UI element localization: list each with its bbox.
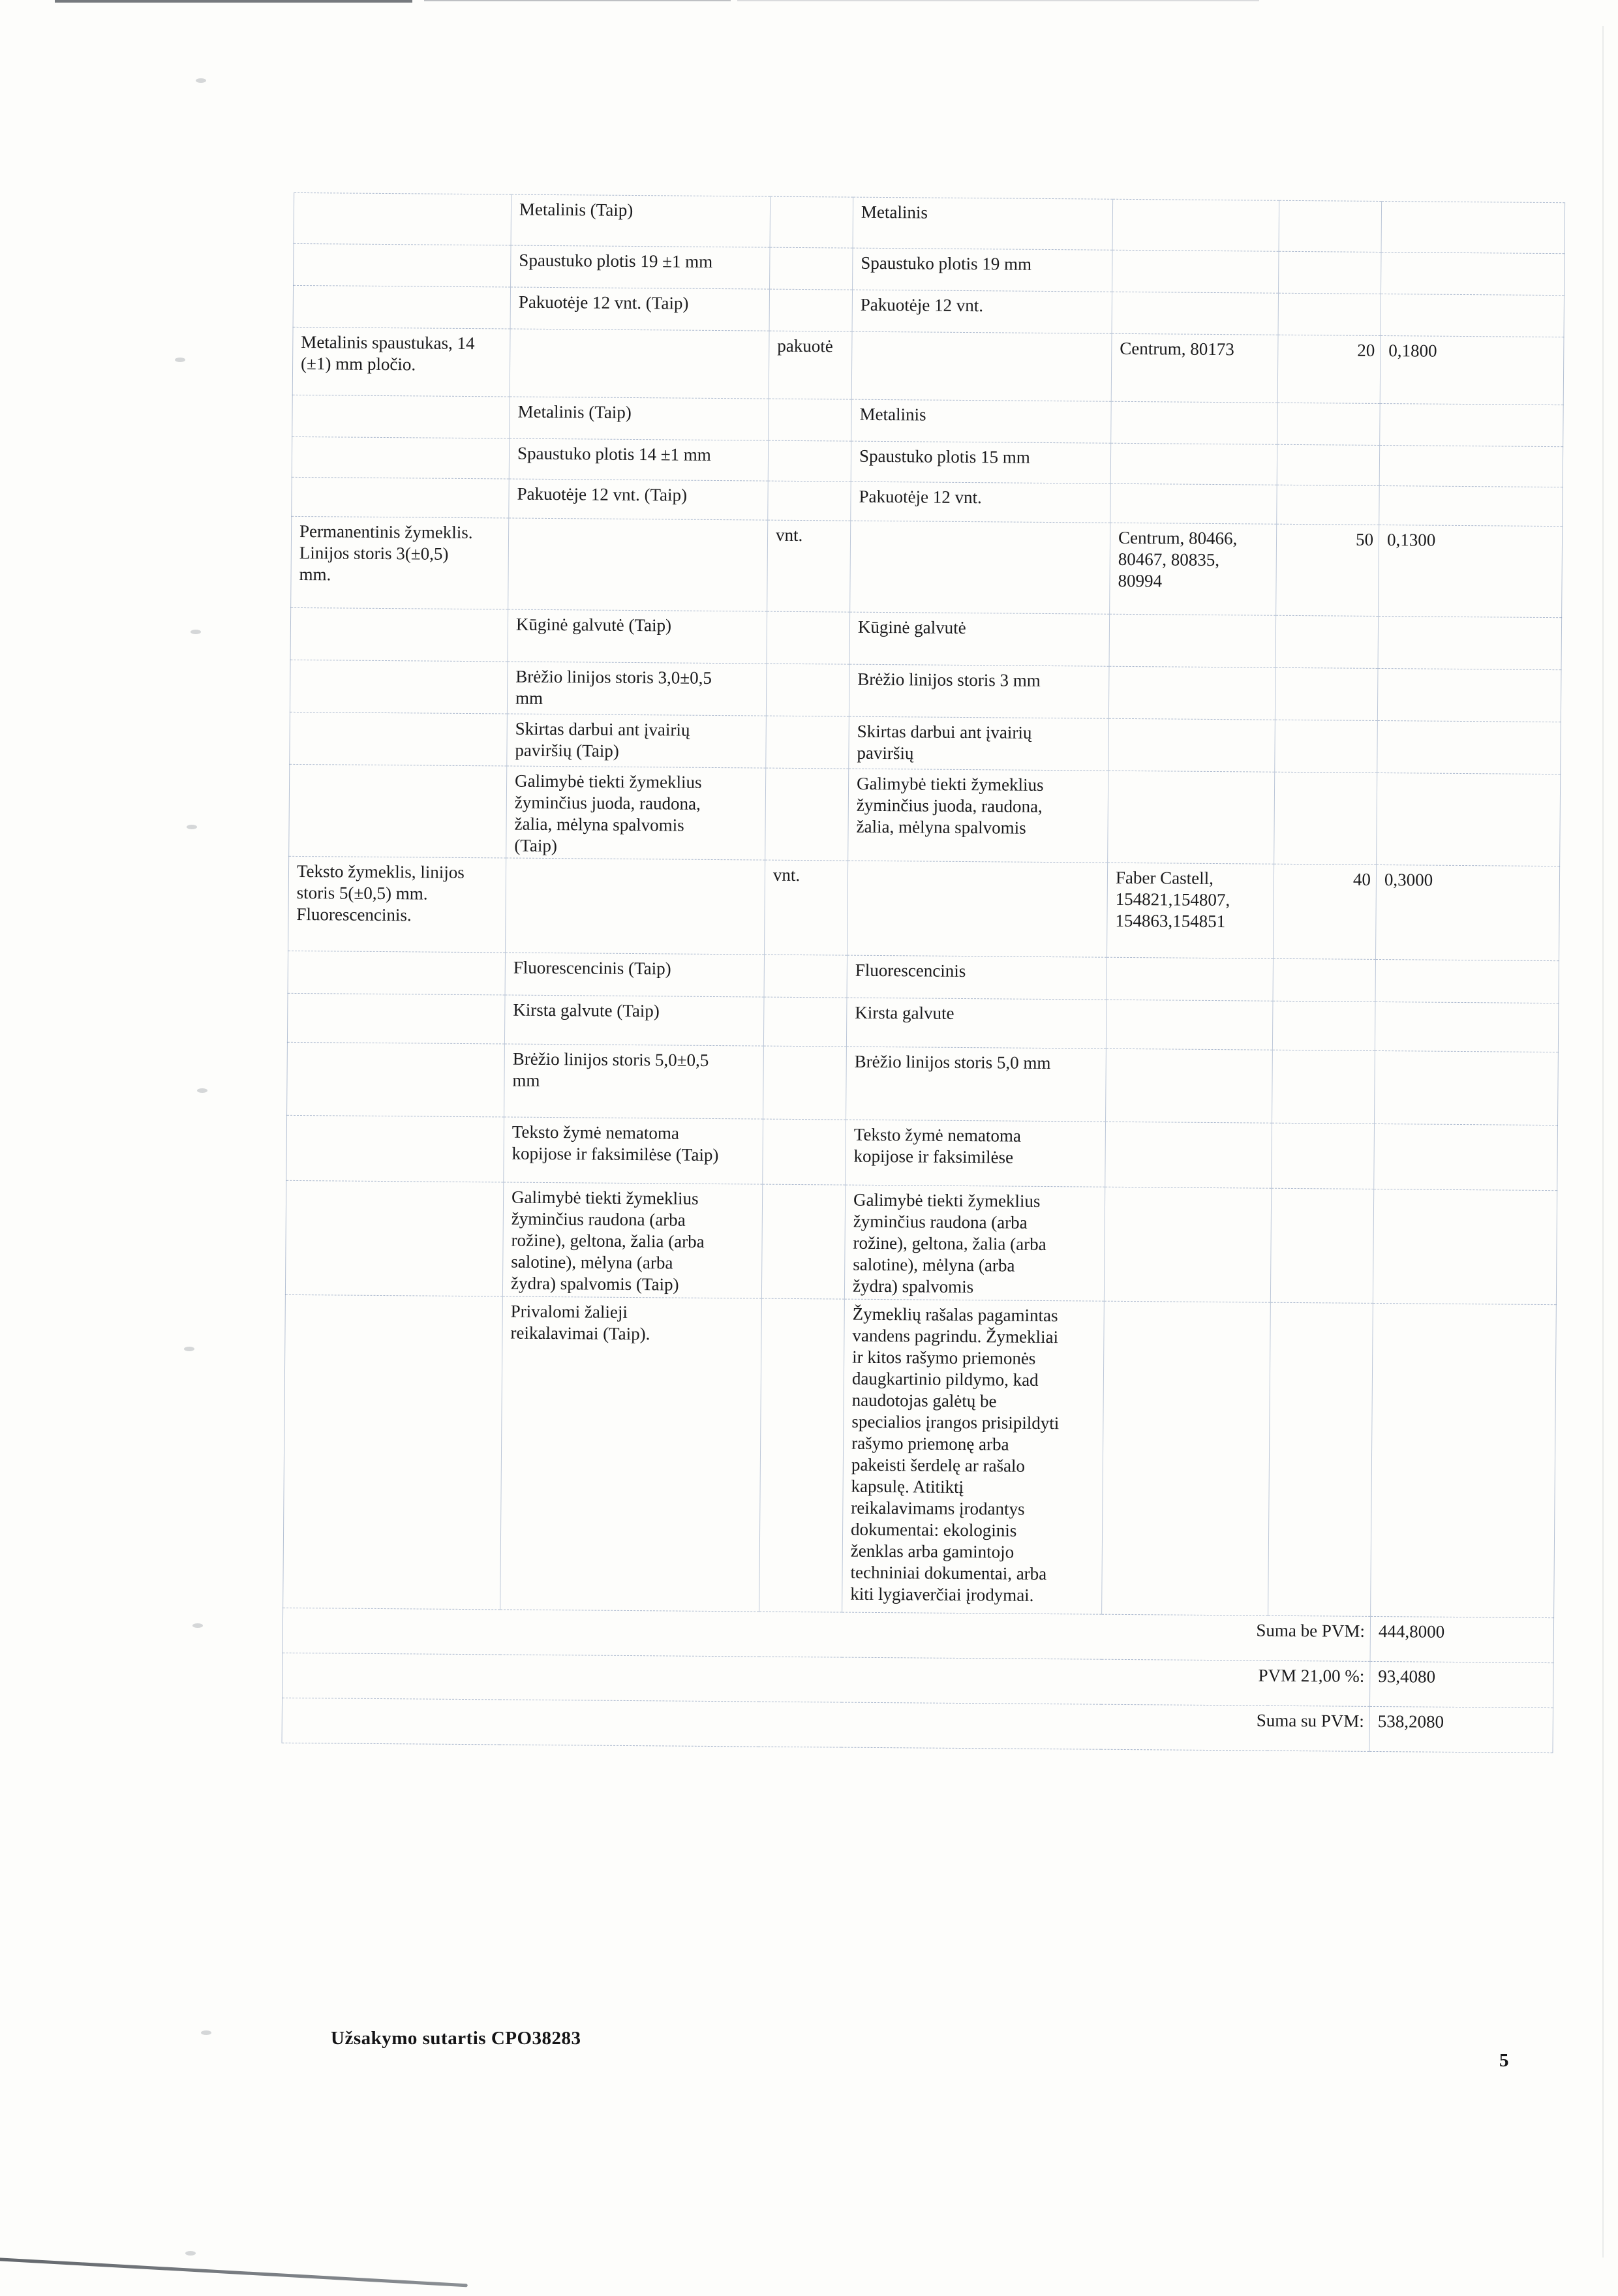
spec-row — [294, 192, 1565, 253]
unit-price-cell — [1381, 294, 1564, 337]
quantity-cell — [1277, 444, 1379, 485]
quantity-cell — [1275, 667, 1378, 720]
offered-spec-cell: Pakuotėje 12 vnt. — [852, 290, 1112, 333]
unit-cell — [768, 481, 851, 521]
supplier-cell — [1110, 443, 1277, 485]
unit-cell — [766, 664, 849, 716]
item-description-cell — [292, 395, 510, 438]
summary-value: 444,8000 — [1370, 1616, 1554, 1662]
summary-label: Suma be PVM: — [282, 1608, 1370, 1661]
unit-price-cell: 0,1800 — [1380, 335, 1564, 405]
unit-cell — [768, 440, 851, 482]
supplier-cell — [1109, 614, 1276, 667]
quantity-cell — [1275, 720, 1378, 773]
offered-spec-cell — [850, 521, 1110, 614]
requirement-cell: Galimybė tiekti žymeklius žyminčius raudona (arba rožine), geltona, žalia (arba salotine), mėlyna (arba žydra) spalvomis (Taip) — [502, 1182, 762, 1298]
requirement-cell — [506, 858, 765, 955]
requirement-cell: Pakuotėje 12 vnt. (Taip) — [510, 287, 769, 331]
item-description-cell — [287, 993, 505, 1044]
unit-price-cell: 0,1300 — [1379, 525, 1563, 617]
summary-value: 538,2080 — [1369, 1706, 1553, 1753]
order-items-tbody — [282, 192, 1565, 1753]
requirement-cell — [508, 518, 768, 611]
quantity-cell — [1279, 251, 1381, 294]
unit-cell: vnt. — [765, 860, 848, 955]
spec-row — [290, 712, 1561, 774]
offered-spec-cell: Teksto žymė nematoma kopijose ir faksimilėse — [846, 1120, 1106, 1187]
unit-price-cell — [1379, 445, 1563, 487]
offered-spec-cell: Skirtas darbui ant įvairių paviršių — [849, 716, 1109, 771]
offered-spec-cell: Fluorescencinis — [847, 955, 1107, 1000]
supplier-cell — [1112, 292, 1278, 335]
requirement-cell: Metalinis (Taip) — [511, 194, 771, 247]
unit-cell — [769, 399, 851, 441]
unit-price-cell — [1373, 1189, 1557, 1304]
supplier-cell — [1104, 1187, 1271, 1302]
unit-price-cell — [1378, 616, 1562, 669]
unit-price-cell — [1380, 403, 1563, 446]
requirement-cell: Skirtas darbui ant įvairių paviršių (Taip) — [507, 714, 767, 768]
quantity-cell — [1277, 403, 1380, 445]
offered-spec-cell: Spaustuko plotis 15 mm — [851, 441, 1110, 483]
item-description-cell — [288, 951, 506, 995]
quantity-cell — [1279, 200, 1382, 252]
unit-price-cell — [1375, 959, 1559, 1003]
item-description-cell — [285, 1180, 503, 1296]
requirement-cell: Spaustuko plotis 19 ±1 mm — [511, 245, 770, 289]
quantity-cell — [1277, 485, 1379, 525]
offered-spec-cell: Brėžio linijos storis 5,0 mm — [846, 1047, 1107, 1122]
supplier-cell — [1112, 250, 1279, 293]
supplier-cell — [1111, 401, 1277, 444]
spec-row — [290, 607, 1562, 669]
supplier-cell — [1108, 718, 1275, 772]
supplier-cell: Faber Castell, 154821,154807, 154863,154851 — [1107, 863, 1274, 958]
item-description-cell — [290, 607, 508, 662]
requirement-cell: Pakuotėje 12 vnt. (Taip) — [509, 479, 768, 520]
quantity-cell — [1278, 293, 1381, 335]
requirement-cell: Kūginė galvutė (Taip) — [508, 609, 767, 664]
offered-spec-cell — [851, 331, 1112, 401]
unit-cell — [770, 196, 853, 248]
item-description-cell — [290, 660, 508, 714]
unit-cell — [759, 1298, 845, 1612]
summary-value: 93,4080 — [1370, 1661, 1554, 1707]
unit-price-cell — [1375, 1050, 1559, 1125]
spec-row — [287, 1042, 1559, 1125]
offered-spec-cell: Metalinis — [853, 197, 1113, 250]
quantity-cell — [1274, 772, 1377, 865]
spec-row — [286, 1115, 1558, 1190]
unit-cell — [767, 611, 850, 664]
unit-price-cell — [1381, 252, 1565, 295]
order-items-table — [282, 192, 1566, 1753]
unit-price-cell — [1374, 1124, 1558, 1190]
unit-cell — [765, 768, 849, 861]
supplier-cell — [1112, 199, 1279, 251]
item-description-cell — [292, 436, 509, 479]
requirement-cell: Fluorescencinis (Taip) — [505, 953, 764, 997]
unit-price-cell — [1377, 773, 1561, 866]
item-description-cell — [294, 192, 511, 245]
requirement-cell: Teksto žymė nematoma kopijose ir faksimilėse (Taip) — [504, 1117, 763, 1184]
offered-spec-cell: Kirsta galvute — [846, 998, 1107, 1049]
unit-cell — [766, 716, 849, 769]
supplier-cell — [1106, 1049, 1273, 1123]
offered-spec-cell: Brėžio linijos storis 3 mm — [849, 664, 1109, 718]
quantity-cell — [1275, 615, 1379, 668]
requirement-cell: Metalinis (Taip) — [510, 397, 769, 440]
item-description-cell — [287, 1042, 505, 1117]
item-description-cell — [286, 1115, 504, 1182]
unit-cell — [769, 289, 852, 331]
supplier-cell: Centrum, 80173 — [1111, 333, 1278, 403]
supplier-cell — [1107, 957, 1274, 1001]
offered-spec-cell: Galimybė tiekti žymeklius žyminčius juoda, raudona, žalia, mėlyna spalvomis — [848, 769, 1108, 863]
item-description-cell — [294, 243, 511, 287]
summary-label: PVM 21,00 %: — [282, 1653, 1370, 1706]
item-description-cell — [283, 1294, 503, 1610]
spec-row — [285, 1180, 1557, 1304]
page-number: 5 — [1499, 2050, 1509, 2071]
item-description-cell: Permanentinis žymeklis. Linijos storis 3(±0,5) mm. — [291, 516, 509, 609]
unit-cell: pakuotė — [769, 331, 852, 399]
summary-label: Suma su PVM: — [282, 1698, 1369, 1751]
unit-cell — [763, 1046, 847, 1120]
quantity-cell: 20 — [1277, 335, 1381, 403]
quantity-cell — [1268, 1302, 1373, 1616]
item-description-cell: Teksto žymeklis, linijos storis 5(±0,5) mm. Fluorescencinis. — [288, 856, 506, 953]
unit-cell — [770, 247, 853, 290]
supplier-cell — [1108, 771, 1275, 864]
requirement-cell: Galimybė tiekti žymeklius žyminčius juoda, raudona, žalia, mėlyna spalvomis (Taip) — [506, 766, 766, 860]
item-row — [291, 516, 1563, 617]
supplier-cell — [1106, 1000, 1273, 1050]
offered-spec-cell: Pakuotėje 12 vnt. — [851, 482, 1110, 523]
unit-price-cell: 0,3000 — [1375, 865, 1559, 960]
quantity-cell: 40 — [1274, 864, 1377, 959]
requirement-cell: Brėžio linijos storis 5,0±0,5 mm — [504, 1044, 764, 1119]
item-row — [288, 856, 1560, 960]
supplier-cell — [1105, 1122, 1272, 1188]
requirement-cell: Brėžio linijos storis 3,0±0,5 mm — [507, 662, 767, 716]
supplier-cell — [1102, 1301, 1271, 1615]
item-description-cell — [290, 712, 508, 766]
unit-cell — [761, 1184, 845, 1299]
offered-spec-cell: Galimybė tiekti žymeklius žyminčius raudona (arba rožine), geltona, žalia (arba salotine), mėlyna (arba žydra) spalvomis — [844, 1185, 1105, 1301]
requirement-cell — [510, 329, 769, 399]
quantity-cell — [1272, 1123, 1375, 1189]
item-row — [292, 327, 1564, 405]
unit-cell — [764, 955, 847, 998]
quantity-cell — [1272, 1050, 1375, 1124]
unit-price-cell — [1381, 201, 1565, 253]
supplier-cell — [1108, 666, 1275, 720]
unit-price-cell — [1371, 1303, 1557, 1617]
unit-cell: vnt. — [767, 520, 851, 612]
contract-reference: Užsakymo sutartis CPO38283 — [331, 2028, 581, 2049]
offered-spec-cell: Metalinis — [851, 399, 1111, 443]
unit-cell — [763, 1119, 846, 1185]
summary-row — [282, 1698, 1553, 1753]
offered-spec-cell — [847, 861, 1108, 957]
supplier-cell: Centrum, 80466, 80467, 80835, 80994 — [1110, 523, 1277, 615]
requirement-cell: Privalomi žalieji reikalavimai (Taip). — [500, 1296, 762, 1612]
offered-spec-cell: Žymeklių rašalas pagamintas vandens pagrindu. Žymekliai ir kitos rašymo priemonės daugkartinio pildymo, kad naudotojas galėtų be specialios įrangos prisipildyti rašymo priemonę arba pakeisti šerdelę ar rašalo kapsulę. Atitiktį reikalavimams įrodantys dokumentai: ekologinis ženklas arba gamintojo techniniai dokumentai, arba kiti lygiaverčiai įrodymai. — [842, 1299, 1105, 1614]
item-description-cell: Metalinis spaustukas, 14 (±1) mm pločio. — [292, 327, 510, 397]
requirement-cell: Spaustuko plotis 14 ±1 mm — [509, 438, 768, 481]
unit-cell — [763, 997, 847, 1047]
spec-row — [289, 764, 1561, 866]
requirement-cell: Kirsta galvute (Taip) — [504, 995, 764, 1046]
offered-spec-cell: Kūginė galvutė — [849, 612, 1110, 666]
spec-row — [283, 1294, 1557, 1617]
item-description-cell — [292, 477, 509, 518]
item-description-cell — [289, 764, 507, 858]
unit-price-cell — [1377, 720, 1561, 774]
unit-price-cell — [1375, 1002, 1559, 1052]
unit-price-cell — [1379, 485, 1563, 526]
quantity-cell — [1270, 1188, 1373, 1303]
unit-price-cell — [1377, 668, 1561, 722]
quantity-cell — [1272, 1001, 1375, 1050]
quantity-cell: 50 — [1276, 524, 1379, 616]
spec-row — [290, 660, 1561, 722]
quantity-cell — [1273, 958, 1376, 1002]
supplier-cell — [1110, 483, 1277, 524]
offered-spec-cell: Spaustuko plotis 19 mm — [853, 248, 1112, 292]
item-description-cell — [293, 285, 510, 329]
